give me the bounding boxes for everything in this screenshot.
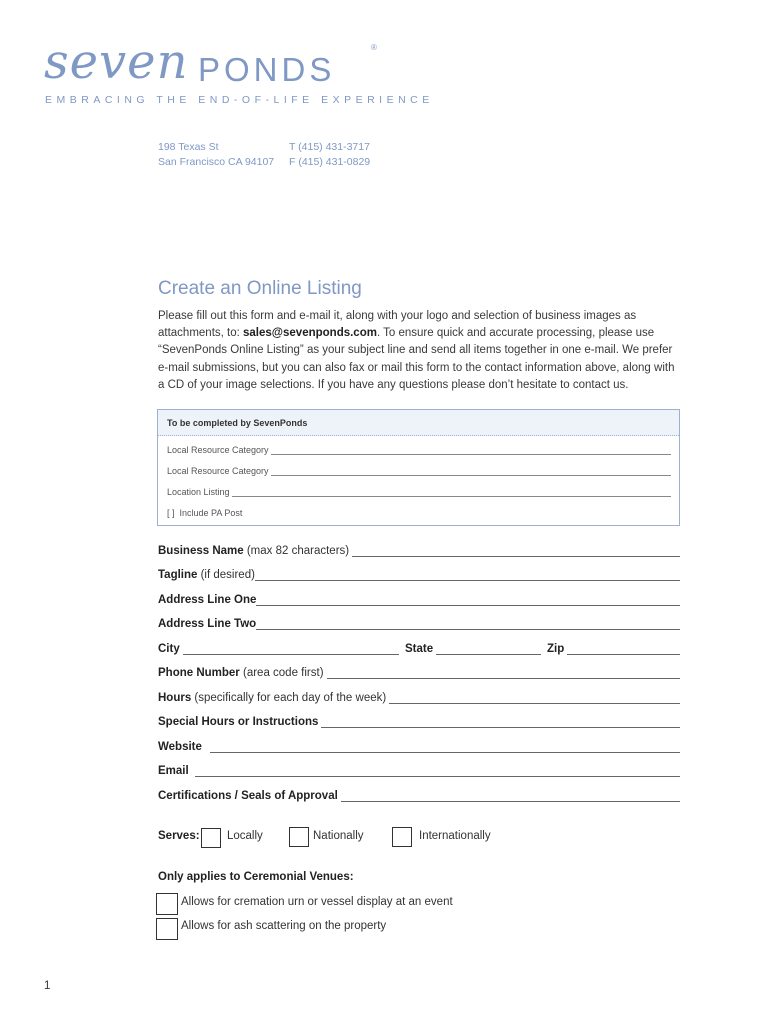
address-line-one-field[interactable] [158, 592, 680, 606]
state-label: State [405, 643, 434, 655]
intro-text-1: Please fill out this form and e-mail it, along with your logo and selection of business images as attachments, to: [158, 310, 637, 340]
contact-phone: T (415) 431-3717 [289, 141, 370, 153]
business-name-field[interactable] [158, 543, 680, 557]
serves-locally-label: Locally [227, 830, 263, 842]
serves-nationally-label: Nationally [313, 830, 364, 842]
zip-field[interactable] [547, 641, 680, 655]
address-line-two-label: Address Line Two [158, 618, 257, 630]
office-use-box [157, 409, 680, 526]
blank-line [271, 444, 671, 455]
state-field[interactable] [405, 641, 541, 655]
intro-text-2: . To ensure quick and accurate processing, please use “SevenPonds Online Listing” as your subject line and send all items together in one e-mail. We prefer e-mail submissions, but you can also fax or mail this form to the contact information above, along with a CD of your image selections. If you have any questions please don’t hesitate to contact us. [158, 327, 675, 391]
tagline-label: Tagline (if desired) [158, 569, 255, 581]
intro-paragraph [158, 308, 678, 394]
urn-display-checkbox[interactable] [156, 893, 178, 915]
blank-line [183, 642, 399, 655]
contact-street: 198 Texas St [158, 141, 219, 153]
address-line-one-label: Address Line One [158, 594, 257, 606]
office-line-category-1[interactable] [167, 443, 671, 455]
blank-line [255, 568, 680, 581]
blank-line [210, 740, 680, 753]
business-name-label: Business Name (max 82 characters) [158, 545, 350, 557]
contact-city: San Francisco CA 94107 [158, 156, 275, 168]
phone-number-field[interactable] [158, 665, 680, 679]
blank-line [436, 642, 541, 655]
pa-post-label: Include PA Post [179, 508, 243, 518]
city-label: City [158, 643, 180, 655]
logo-seven-script: seven [44, 34, 189, 90]
pa-post-checkbox[interactable]: [ ] [167, 508, 175, 518]
sales-email-link[interactable]: sales@sevenponds.com [243, 327, 377, 340]
office-use-header [158, 410, 679, 436]
blank-line [327, 666, 680, 679]
special-hours-label: Special Hours or Instructions [158, 716, 319, 728]
email-label: Email [158, 765, 189, 777]
special-hours-field[interactable] [158, 714, 680, 728]
certifications-label: Certifications / Seals of Approval [158, 790, 338, 802]
office-line-label: Local Resource Category [167, 466, 269, 476]
blank-line [321, 715, 680, 728]
address-line-two-field[interactable] [158, 616, 680, 630]
ash-scattering-label: Allows for ash scattering on the property [181, 920, 387, 932]
office-use-title: To be completed by SevenPonds [167, 418, 308, 428]
blank-line [341, 789, 680, 802]
serves-locally-checkbox[interactable] [201, 828, 221, 848]
urn-display-label: Allows for cremation urn or vessel display at an event [181, 896, 453, 908]
ash-scattering-checkbox[interactable] [156, 918, 178, 940]
zip-label: Zip [547, 643, 565, 655]
tagline-field[interactable] [158, 567, 680, 581]
serves-label: Serves: [158, 830, 200, 842]
serves-nationally-checkbox[interactable] [289, 827, 309, 847]
serves-internationally-checkbox[interactable] [392, 827, 412, 847]
logo-ponds-text: PONDS [198, 51, 336, 88]
page-number: 1 [44, 980, 51, 992]
blank-line [567, 642, 680, 655]
hours-field[interactable] [158, 690, 680, 704]
city-field[interactable] [158, 641, 399, 655]
page-title: Create an Online Listing [158, 278, 362, 299]
office-line-label: Local Resource Category [167, 445, 269, 455]
blank-line [271, 465, 671, 476]
logo-tagline: EMBRACING THE END-OF-LIFE EXPERIENCE [45, 94, 434, 106]
office-line-category-2[interactable] [167, 464, 671, 476]
registered-mark: ® [371, 43, 377, 52]
blank-line [256, 617, 680, 630]
serves-internationally-label: Internationally [419, 830, 491, 842]
phone-number-label: Phone Number (area code first) [158, 667, 324, 679]
website-field[interactable] [158, 739, 680, 753]
contact-fax: F (415) 431-0829 [289, 156, 371, 168]
blank-line [195, 764, 680, 777]
office-line-label: Location Listing [167, 487, 230, 497]
blank-line [352, 544, 680, 557]
blank-line [256, 593, 680, 606]
hours-label: Hours (specifically for each day of the week) [158, 692, 387, 704]
office-line-location[interactable] [167, 485, 671, 497]
website-label: Website [158, 741, 202, 753]
include-pa-post-row [167, 506, 671, 518]
venues-heading: Only applies to Ceremonial Venues: [158, 871, 354, 883]
blank-line [232, 486, 671, 497]
certifications-field[interactable] [158, 788, 680, 802]
blank-line [389, 691, 680, 704]
email-field[interactable] [158, 763, 680, 777]
